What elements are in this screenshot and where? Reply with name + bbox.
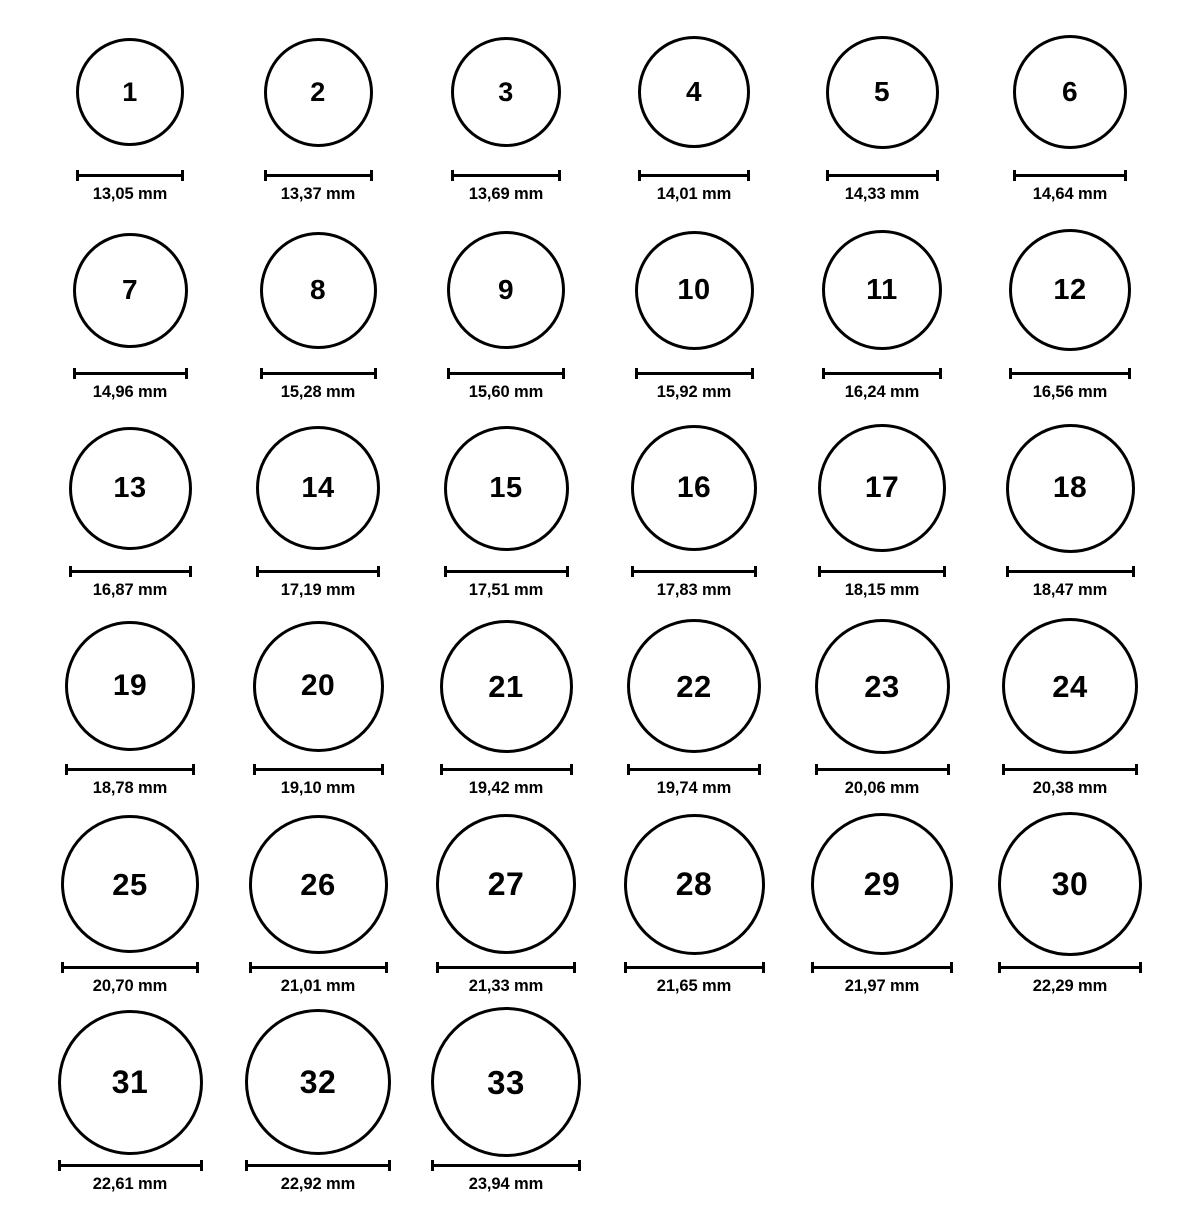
ring-size-cell xyxy=(976,216,1164,414)
ring-circle-wrap xyxy=(447,216,565,364)
measure-line xyxy=(631,570,757,573)
diameter-label: 17,19 mm xyxy=(280,581,356,599)
ring-circle-wrap xyxy=(260,216,377,364)
measure-line xyxy=(431,1164,581,1167)
diameter-label: 22,29 mm xyxy=(1032,977,1108,995)
ring-circle xyxy=(1009,229,1131,351)
ring-size-cell xyxy=(36,414,224,612)
diameter-label: 16,56 mm xyxy=(1032,383,1108,401)
ring-size-cell xyxy=(600,414,788,612)
measure-line xyxy=(451,174,561,177)
ring-circle xyxy=(998,812,1142,956)
measure-line xyxy=(1006,570,1135,573)
ring-size-number: 14 xyxy=(301,471,335,504)
diameter-label: 20,38 mm xyxy=(1032,779,1108,797)
ring-circle-wrap xyxy=(73,216,188,364)
diameter-measure-bar xyxy=(1013,168,1127,182)
ring-size-number: 20 xyxy=(300,669,336,702)
ring-circle-wrap xyxy=(638,18,750,166)
ring-circle-wrap xyxy=(635,216,754,364)
ring-circle xyxy=(631,425,757,551)
ring-circle-wrap xyxy=(253,612,384,760)
measure-line xyxy=(249,966,388,969)
ring-size-grid xyxy=(0,18,1200,1206)
ring-circle xyxy=(1013,35,1127,149)
ring-size-cell xyxy=(788,216,976,414)
measure-line xyxy=(58,1164,203,1167)
ring-size-cell xyxy=(976,810,1164,1008)
ring-circle xyxy=(253,621,384,752)
ring-size-number: 17 xyxy=(864,471,900,504)
measure-line xyxy=(76,174,184,177)
diameter-measure-bar xyxy=(256,564,380,578)
ring-circle-wrap xyxy=(822,216,942,364)
ring-size-cell xyxy=(224,216,412,414)
ring-size-number: 16 xyxy=(676,471,712,504)
ring-circle-wrap xyxy=(818,414,946,562)
ring-size-cell xyxy=(412,810,600,1008)
diameter-measure-bar xyxy=(818,564,946,578)
diameter-label: 22,61 mm xyxy=(92,1175,168,1193)
diameter-measure-bar xyxy=(998,960,1142,974)
diameter-label: 17,51 mm xyxy=(468,581,544,599)
diameter-measure-bar xyxy=(264,168,373,182)
measure-line xyxy=(826,174,939,177)
diameter-measure-bar xyxy=(635,366,754,380)
ring-circle xyxy=(440,620,573,753)
ring-size-number: 8 xyxy=(309,274,327,305)
diameter-label: 21,33 mm xyxy=(468,977,544,995)
ring-circle xyxy=(264,38,373,147)
ring-circle-wrap xyxy=(627,612,761,760)
ring-circle xyxy=(822,230,942,350)
measure-line xyxy=(73,372,188,375)
ring-circle xyxy=(451,37,561,147)
ring-circle-wrap xyxy=(631,414,757,562)
ring-size-number: 4 xyxy=(685,76,703,107)
ring-size-number: 27 xyxy=(487,866,525,902)
diameter-measure-bar xyxy=(253,762,384,776)
diameter-label: 16,24 mm xyxy=(844,383,920,401)
ring-size-number: 18 xyxy=(1052,471,1088,504)
measure-line xyxy=(264,174,373,177)
ring-circle xyxy=(260,232,377,349)
ring-size-number: 19 xyxy=(112,669,148,702)
diameter-label: 15,28 mm xyxy=(280,383,356,401)
ring-size-cell xyxy=(976,612,1164,810)
ring-circle-wrap xyxy=(451,18,561,166)
ring-size-cell xyxy=(412,1008,600,1206)
ring-circle-wrap xyxy=(245,1008,391,1156)
ring-size-cell xyxy=(412,414,600,612)
diameter-measure-bar xyxy=(451,168,561,182)
ring-circle-wrap xyxy=(431,1008,581,1156)
ring-size-cell xyxy=(412,216,600,414)
ring-circle-wrap xyxy=(256,414,380,562)
diameter-measure-bar xyxy=(1002,762,1138,776)
ring-circle-wrap xyxy=(61,810,199,958)
measure-line xyxy=(822,372,942,375)
diameter-label: 14,96 mm xyxy=(92,383,168,401)
ring-circle-wrap xyxy=(826,18,939,166)
ring-circle-wrap xyxy=(58,1008,203,1156)
ring-circle-wrap xyxy=(624,810,765,958)
ring-size-number: 12 xyxy=(1053,273,1087,306)
measure-line xyxy=(260,372,377,375)
ring-size-cell xyxy=(36,1008,224,1206)
diameter-label: 20,06 mm xyxy=(844,779,920,797)
ring-size-number: 24 xyxy=(1052,668,1088,704)
diameter-measure-bar xyxy=(249,960,388,974)
diameter-measure-bar xyxy=(1006,564,1135,578)
diameter-label: 19,10 mm xyxy=(280,779,356,797)
diameter-label: 18,78 mm xyxy=(92,779,168,797)
ring-size-number: 13 xyxy=(113,471,147,504)
ring-size-number: 22 xyxy=(676,668,712,704)
diameter-label: 13,37 mm xyxy=(280,185,356,203)
diameter-label: 14,01 mm xyxy=(656,185,732,203)
diameter-measure-bar xyxy=(436,960,576,974)
measure-line xyxy=(818,570,946,573)
ring-size-cell xyxy=(224,1008,412,1206)
diameter-measure-bar xyxy=(638,168,750,182)
ring-circle xyxy=(815,619,950,754)
ring-circle-wrap xyxy=(444,414,569,562)
ring-size-cell xyxy=(600,18,788,216)
ring-circle-wrap xyxy=(1002,612,1138,760)
ring-size-number: 26 xyxy=(300,866,336,902)
measure-line xyxy=(69,570,192,573)
diameter-measure-bar xyxy=(444,564,569,578)
ring-size-cell xyxy=(36,18,224,216)
ring-circle xyxy=(627,619,761,753)
ring-circle xyxy=(624,814,765,955)
diameter-label: 18,15 mm xyxy=(844,581,920,599)
diameter-measure-bar xyxy=(624,960,765,974)
measure-line xyxy=(61,966,199,969)
ring-size-cell xyxy=(224,414,412,612)
ring-size-cell xyxy=(976,414,1164,612)
ring-circle xyxy=(256,426,380,550)
ring-size-cell xyxy=(36,612,224,810)
ring-circle-wrap xyxy=(1006,414,1135,562)
diameter-label: 23,94 mm xyxy=(468,1175,544,1193)
measure-line xyxy=(436,966,576,969)
diameter-label: 15,60 mm xyxy=(468,383,544,401)
ring-size-number: 5 xyxy=(873,76,891,107)
diameter-label: 19,42 mm xyxy=(468,779,544,797)
ring-circle xyxy=(76,38,184,146)
ring-size-cell xyxy=(788,18,976,216)
ring-size-number: 6 xyxy=(1061,76,1079,107)
ring-size-number: 31 xyxy=(111,1064,149,1100)
ring-size-number: 2 xyxy=(310,76,326,107)
diameter-label: 16,87 mm xyxy=(92,581,168,599)
ring-circle-wrap xyxy=(1009,216,1131,364)
ring-size-number: 32 xyxy=(299,1064,337,1100)
ring-size-number: 33 xyxy=(487,1063,525,1101)
ring-circle xyxy=(249,815,388,954)
measure-line xyxy=(444,570,569,573)
ring-size-cell xyxy=(224,18,412,216)
measure-line xyxy=(627,768,761,771)
ring-circle-wrap xyxy=(815,612,950,760)
diameter-measure-bar xyxy=(76,168,184,182)
diameter-measure-bar xyxy=(631,564,757,578)
diameter-label: 18,47 mm xyxy=(1032,581,1108,599)
ring-circle-wrap xyxy=(998,810,1142,958)
ring-size-number: 1 xyxy=(122,76,138,107)
diameter-measure-bar xyxy=(440,762,573,776)
ring-size-number: 25 xyxy=(112,866,148,902)
ring-circle xyxy=(826,36,939,149)
ring-circle xyxy=(447,231,565,349)
ring-circle xyxy=(65,621,195,751)
ring-circle xyxy=(431,1007,581,1157)
measure-line xyxy=(447,372,565,375)
ring-circle-wrap xyxy=(811,810,953,958)
diameter-label: 13,05 mm xyxy=(92,185,168,203)
diameter-measure-bar xyxy=(245,1158,391,1172)
diameter-measure-bar xyxy=(69,564,192,578)
diameter-measure-bar xyxy=(61,960,199,974)
ring-size-number: 7 xyxy=(121,274,139,305)
diameter-measure-bar xyxy=(58,1158,203,1172)
ring-size-cell xyxy=(412,612,600,810)
ring-circle xyxy=(818,424,946,552)
measure-line xyxy=(1002,768,1138,771)
ring-circle-wrap xyxy=(440,612,573,760)
ring-circle xyxy=(73,233,188,348)
ring-size-number: 23 xyxy=(864,668,900,704)
ring-size-number: 15 xyxy=(489,471,523,504)
ring-size-cell xyxy=(600,216,788,414)
ring-size-cell xyxy=(788,810,976,1008)
diameter-label: 17,83 mm xyxy=(656,581,732,599)
diameter-label: 21,65 mm xyxy=(656,977,732,995)
diameter-label: 21,01 mm xyxy=(280,977,356,995)
diameter-measure-bar xyxy=(826,168,939,182)
ring-circle xyxy=(1002,618,1138,754)
diameter-measure-bar xyxy=(811,960,953,974)
ring-circle-wrap xyxy=(249,810,388,958)
diameter-measure-bar xyxy=(431,1158,581,1172)
ring-circle xyxy=(635,231,754,350)
ring-size-number: 30 xyxy=(1051,866,1089,902)
ring-size-cell xyxy=(788,612,976,810)
ring-circle xyxy=(638,36,750,148)
diameter-measure-bar xyxy=(73,366,188,380)
ring-circle xyxy=(245,1009,391,1155)
diameter-measure-bar xyxy=(627,762,761,776)
diameter-label: 15,92 mm xyxy=(656,383,732,401)
ring-circle-wrap xyxy=(76,18,184,166)
ring-size-number: 9 xyxy=(497,274,515,305)
measure-line xyxy=(811,966,953,969)
measure-line xyxy=(253,768,384,771)
measure-line xyxy=(815,768,950,771)
ring-circle xyxy=(69,427,192,550)
ring-size-number: 29 xyxy=(863,866,901,902)
ring-circle xyxy=(444,426,569,551)
diameter-label: 20,70 mm xyxy=(92,977,168,995)
ring-circle xyxy=(811,813,953,955)
ring-size-cell xyxy=(412,18,600,216)
diameter-label: 14,33 mm xyxy=(844,185,920,203)
ring-size-number: 11 xyxy=(866,273,898,306)
ring-circle-wrap xyxy=(65,612,195,760)
ring-size-cell xyxy=(36,216,224,414)
measure-line xyxy=(440,768,573,771)
ring-size-cell xyxy=(224,612,412,810)
diameter-label: 19,74 mm xyxy=(656,779,732,797)
measure-line xyxy=(635,372,754,375)
measure-line xyxy=(256,570,380,573)
diameter-label: 21,97 mm xyxy=(844,977,920,995)
measure-line xyxy=(1013,174,1127,177)
diameter-label: 13,69 mm xyxy=(468,185,544,203)
ring-size-number: 28 xyxy=(675,866,713,902)
ring-circle xyxy=(436,814,576,954)
diameter-measure-bar xyxy=(822,366,942,380)
diameter-measure-bar xyxy=(815,762,950,776)
diameter-measure-bar xyxy=(65,762,195,776)
ring-size-number: 3 xyxy=(498,76,514,107)
ring-circle-wrap xyxy=(436,810,576,958)
ring-circle-wrap xyxy=(264,18,373,166)
ring-size-cell xyxy=(36,810,224,1008)
ring-size-number: 10 xyxy=(677,273,711,306)
measure-line xyxy=(624,966,765,969)
measure-line xyxy=(638,174,750,177)
diameter-label: 14,64 mm xyxy=(1032,185,1108,203)
ring-circle xyxy=(58,1010,203,1155)
measure-line xyxy=(65,768,195,771)
measure-line xyxy=(998,966,1142,969)
ring-circle-wrap xyxy=(69,414,192,562)
diameter-label: 22,92 mm xyxy=(280,1175,356,1193)
measure-line xyxy=(245,1164,391,1167)
diameter-measure-bar xyxy=(260,366,377,380)
ring-circle-wrap xyxy=(1013,18,1127,166)
diameter-measure-bar xyxy=(447,366,565,380)
ring-size-cell xyxy=(788,414,976,612)
ring-size-number: 21 xyxy=(488,668,524,704)
ring-size-cell xyxy=(600,612,788,810)
measure-line xyxy=(1009,372,1131,375)
ring-circle xyxy=(1006,424,1135,553)
ring-size-cell xyxy=(976,18,1164,216)
diameter-measure-bar xyxy=(1009,366,1131,380)
ring-size-cell xyxy=(224,810,412,1008)
ring-circle xyxy=(61,815,199,953)
ring-size-cell xyxy=(600,810,788,1008)
